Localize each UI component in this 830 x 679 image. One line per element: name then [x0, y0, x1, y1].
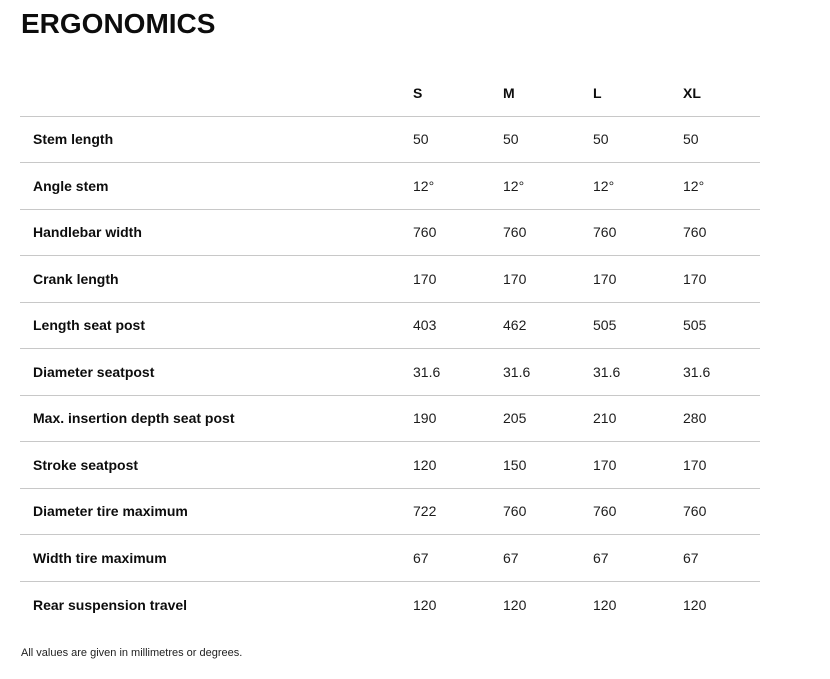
row-value-s: 67 [413, 549, 429, 566]
row-value-m: 170 [503, 270, 527, 287]
row-label: Max. insertion depth seat post [33, 410, 235, 427]
row-value-s: 760 [413, 224, 437, 241]
row-value-m: 462 [503, 317, 527, 334]
header-size-s: S [413, 84, 423, 101]
row-label: Angle stem [33, 177, 109, 194]
row-label: Handlebar width [33, 224, 142, 241]
row-value-l: 760 [593, 224, 617, 241]
footnote: All values are given in millimetres or degrees. [21, 647, 243, 659]
row-value-xl: 170 [683, 456, 707, 473]
header-size-m: M [503, 84, 515, 101]
row-value-m: 760 [503, 224, 527, 241]
row-value-xl: 12° [683, 177, 705, 194]
row-value-xl: 760 [683, 503, 707, 520]
table-row [20, 349, 760, 396]
row-value-l: 760 [593, 503, 617, 520]
row-value-xl: 67 [683, 549, 699, 566]
row-value-l: 31.6 [593, 363, 621, 380]
table-row [20, 256, 760, 303]
row-value-s: 31.6 [413, 363, 441, 380]
row-value-xl: 170 [683, 270, 707, 287]
table-row [20, 396, 760, 443]
row-value-s: 50 [413, 131, 429, 148]
row-label: Crank length [33, 270, 119, 287]
table-row [20, 442, 760, 489]
row-value-s: 170 [413, 270, 437, 287]
row-value-m: 67 [503, 549, 519, 566]
row-value-s: 722 [413, 503, 437, 520]
row-value-m: 205 [503, 410, 527, 427]
row-value-m: 760 [503, 503, 527, 520]
row-label: Stroke seatpost [33, 456, 139, 473]
row-value-s: 190 [413, 410, 437, 427]
row-value-m: 150 [503, 456, 527, 473]
row-value-m: 12° [503, 177, 525, 194]
row-label: Width tire maximum [33, 549, 167, 566]
table-row [20, 489, 760, 536]
row-value-l: 120 [593, 596, 617, 613]
table-row [20, 117, 760, 164]
row-value-m: 120 [503, 596, 527, 613]
row-value-xl: 760 [683, 224, 707, 241]
row-value-m: 50 [503, 131, 519, 148]
row-value-l: 67 [593, 549, 609, 566]
table-row [20, 582, 760, 629]
row-value-l: 210 [593, 410, 617, 427]
row-label: Diameter tire maximum [33, 503, 188, 520]
header-size-xl: XL [683, 84, 701, 101]
header-size-l: L [593, 84, 602, 101]
ergonomics-table [20, 70, 760, 628]
table-row [20, 210, 760, 257]
row-value-xl: 505 [683, 317, 707, 334]
row-label: Stem length [33, 131, 114, 148]
row-value-s: 120 [413, 596, 437, 613]
row-value-m: 31.6 [503, 363, 531, 380]
row-value-s: 12° [413, 177, 435, 194]
row-value-l: 50 [593, 131, 609, 148]
table-row [20, 303, 760, 350]
table-header-row [20, 70, 760, 117]
page-title: ERGONOMICS [21, 8, 216, 39]
row-value-l: 12° [593, 177, 615, 194]
row-value-xl: 50 [683, 131, 699, 148]
row-value-l: 170 [593, 456, 617, 473]
row-value-s: 120 [413, 456, 437, 473]
row-label: Diameter seatpost [33, 363, 155, 380]
row-value-l: 170 [593, 270, 617, 287]
table-row [20, 535, 760, 582]
row-label: Rear suspension travel [33, 596, 188, 613]
row-value-xl: 31.6 [683, 363, 711, 380]
row-value-l: 505 [593, 317, 617, 334]
table-row [20, 163, 760, 210]
row-label: Length seat post [33, 317, 146, 334]
row-value-xl: 280 [683, 410, 707, 427]
row-value-xl: 120 [683, 596, 707, 613]
row-value-s: 403 [413, 317, 437, 334]
